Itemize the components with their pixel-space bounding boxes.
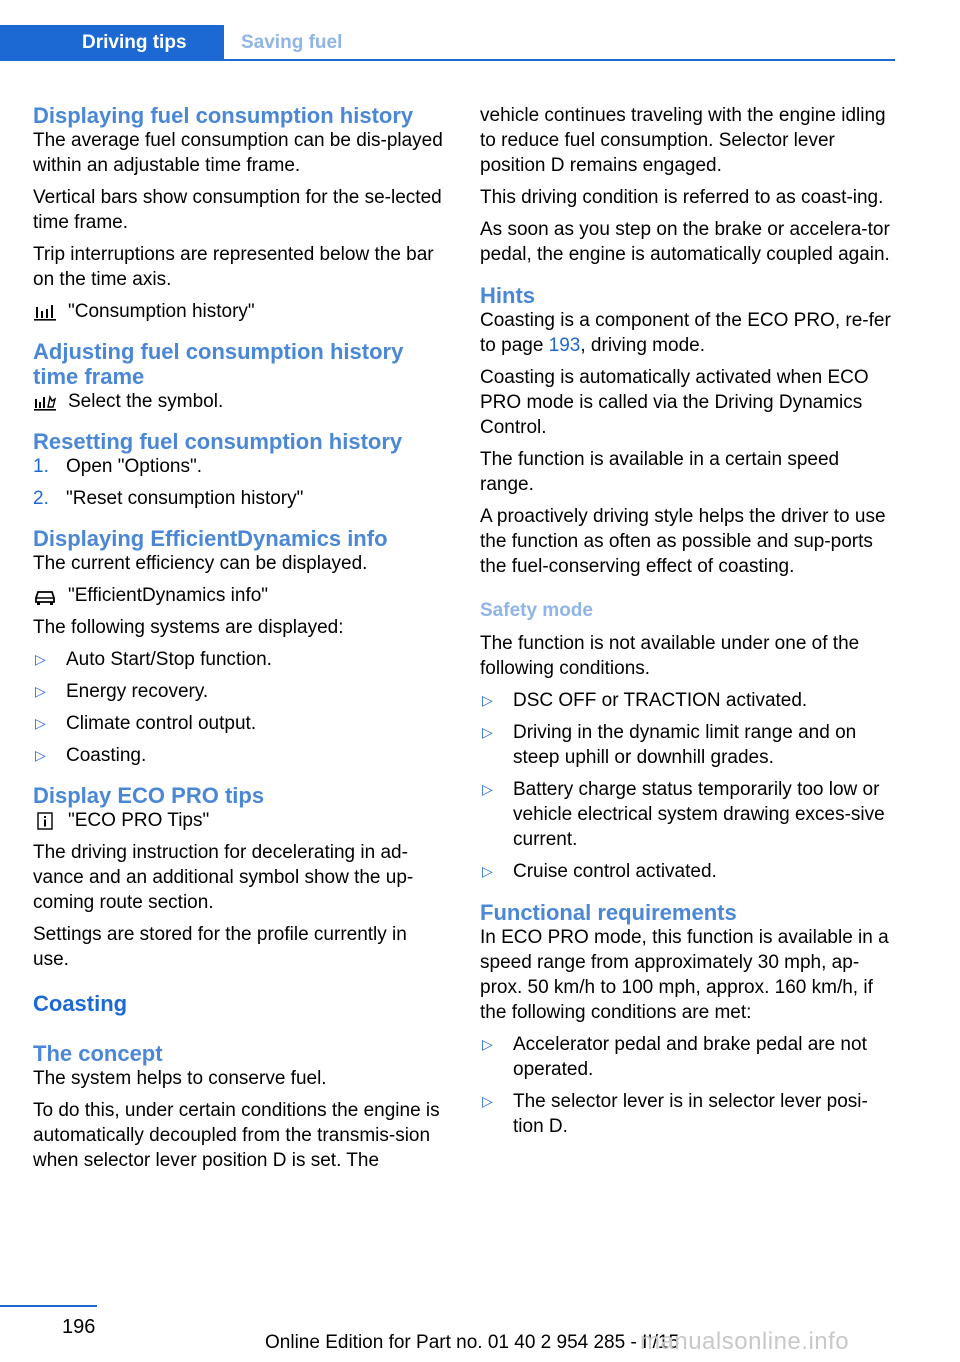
paragraph: A proactively driving style helps the driver to use the function as often as possible and sup‐ports the fuel-conserving effect of coasting. [480,506,886,577]
list-item [480,859,895,884]
paragraph: The function is not available under one of the following conditions. [480,633,860,679]
list-item [33,454,448,479]
heading-reset-history: Resetting fuel consumption history [33,429,403,454]
footer-rule [0,1305,97,1307]
paragraph: As soon as you step on the brake or accelera‐tor pedal, the engine is automatically coupled again. [480,219,890,265]
paragraph: Trip interruptions are represented below the bar on the time axis. [33,244,434,290]
triangle-right-icon: ▷ [482,692,493,708]
safety-conditions-list [480,688,895,884]
list-item [480,777,895,852]
item-text: Climate control output. [66,713,257,734]
triangle-right-icon: ▷ [482,724,493,740]
step-number: 1. [33,456,49,477]
heading-fuel-history: Displaying fuel consumption history [33,103,414,128]
menu-label: "EfficientDynamics info" [68,585,269,606]
list-item [480,720,895,770]
heading-safety-mode: Safety mode [480,600,593,621]
paragraph: The following systems are displayed: [33,617,344,638]
tab-saving-fuel[interactable]: Saving fuel [241,32,343,53]
paragraph: To do this, under certain conditions the engine is automatically decoupled from the transmis‐sion when selector lever position D is set. The [33,1100,440,1171]
triangle-right-icon: ▷ [35,747,46,763]
item-text: Energy recovery. [66,681,209,702]
heading-functional-requirements: Functional requirements [480,900,737,925]
paragraph: The function is available in a certain speed range. [480,449,840,495]
heading-efficientdynamics: Displaying EfficientDynamics info [33,526,388,551]
triangle-right-icon: ▷ [482,1036,493,1052]
step-text: "Reset consumption history" [66,488,304,509]
adjust-instruction [33,389,448,414]
step-number: 2. [33,488,49,509]
instruction-text: Select the symbol. [68,391,224,412]
list-item [480,688,895,713]
menu-label: "ECO PRO Tips" [68,810,210,831]
triangle-right-icon: ▷ [482,863,493,879]
requirements-list [480,1032,895,1139]
tab-driving-tips[interactable]: Driving tips [0,25,224,61]
text-segment: Coasting is a component of the ECO PRO, re‐fer to page [480,310,891,356]
menu-eco-pro-tips [33,808,448,833]
paragraph: This driving condition is referred to as coast‐ing. [480,187,884,208]
item-text: Accelerator pedal and brake pedal are not operated. [513,1034,867,1080]
paragraph: The current efficiency can be displayed. [33,553,368,574]
paragraph: The average fuel consumption can be dis‐played within an adjustable time frame. [33,130,443,176]
list-item [480,1089,895,1139]
paragraph: Vertical bars show consumption for the se‐lected time frame. [33,187,442,233]
menu-efficientdynamics [33,583,448,608]
page-number: 196 [62,1316,96,1338]
item-text: DSC OFF or TRACTION activated. [513,690,808,711]
heading-coasting: Coasting [33,991,128,1016]
triangle-right-icon: ▷ [35,715,46,731]
heading-the-concept: The concept [33,1041,163,1066]
triangle-right-icon: ▷ [35,683,46,699]
text-segment: , driving mode. [580,335,705,356]
left-column [33,103,448,1180]
item-text: Auto Start/Stop function. [66,649,272,670]
paragraph: In ECO PRO mode, this function is available in a speed range from approximately 30 mph, ap‐prox. 50 km/h to 100 mph, approx. 160 km/h, if the following conditions are met: [480,927,889,1023]
step-text: Open "Options". [66,456,203,477]
edition-footer: Online Edition for Part no. 01 40 2 954 285 - II/15 [265,1332,680,1353]
paragraph-hints-1 [480,308,895,358]
header-tabs [0,25,895,61]
paragraph: Coasting is automatically activated when ECO PRO mode is called via the Driving Dynamics Control. [480,367,869,438]
item-text: The selector lever is in selector lever posi‐tion D. [513,1091,868,1137]
reset-steps-list [33,454,448,511]
item-text: Cruise control activated. [513,861,717,882]
list-item [33,486,448,511]
paragraph: Settings are stored for the profile currently in use. [33,924,407,970]
list-item [33,647,448,672]
bar-chart-adjust-icon[interactable] [33,393,57,411]
triangle-right-icon: ▷ [482,781,493,797]
menu-consumption-history [33,299,448,324]
menu-label: "Consumption history" [68,301,255,322]
paragraph: The driving instruction for decelerating in ad‐vance and an additional symbol show the up‐coming route section. [33,842,414,913]
list-item [33,711,448,736]
car-icon [33,587,57,605]
paragraph: The system helps to conserve fuel. [33,1068,327,1089]
page-reference-link[interactable]: 193 [548,335,581,356]
list-item [33,679,448,704]
item-text: Coasting. [66,745,147,766]
systems-list [33,647,448,768]
heading-eco-pro-tips: Display ECO PRO tips [33,783,265,808]
triangle-right-icon: ▷ [482,1093,493,1109]
heading-hints: Hints [480,283,535,308]
list-item [480,1032,895,1082]
list-item [33,743,448,768]
triangle-right-icon: ▷ [35,651,46,667]
item-text: Driving in the dynamic limit range and on steep uphill or downhill grades. [513,722,857,768]
heading-adjust-history: Adjusting fuel consumption history time frame [33,339,404,389]
watermark: manualsonline.info [640,1328,850,1355]
right-column [480,103,895,1146]
bar-chart-icon [33,303,57,321]
info-icon [33,812,57,830]
paragraph: vehicle continues traveling with the engine idling to reduce fuel consumption. Selector lever position D remains engaged. [480,105,886,176]
item-text: Battery charge status temporarily too low or vehicle electrical system drawing exces‐sive current. [513,779,885,850]
